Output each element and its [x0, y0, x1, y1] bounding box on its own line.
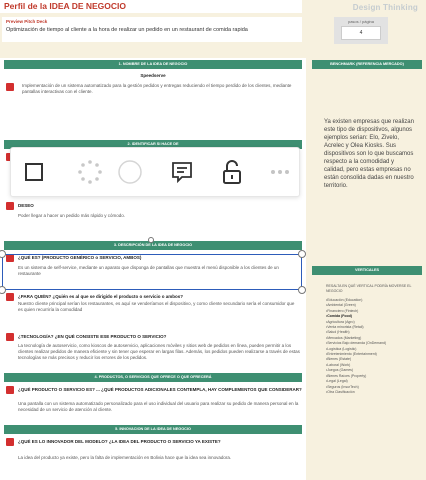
vertical-item: •Bienes Raíces (Property) — [326, 373, 367, 378]
counter-box — [334, 17, 388, 44]
desire-text: Poder llegar a hacer un pedido más rápido y cómodo. — [18, 213, 126, 218]
vertical-item: •Logística (Logistic) — [326, 346, 357, 351]
vertical-item: •Otra Clasificación — [326, 389, 355, 394]
marker-icon — [6, 83, 14, 91]
vertical-item: •Juegos (Games) — [326, 368, 354, 373]
question-technology: ¿TECNOLOGÍA? ¿EN QUÉ CONSISTE ESE PRODUCTO O SERVICIO? — [18, 334, 167, 339]
section-3-header: 3. DESCRIPCIÓN DE LA IDEA DE NEGOCIO — [4, 241, 302, 250]
verticals-header: VERTICALES — [312, 266, 422, 275]
answer-what: Es un sistema de self-service, mediante un aparato que disponga de pantallas que muestra el menú disponible a los clientes de un restaurante — [18, 265, 279, 276]
vertical-item: •Laboral (Work) — [326, 362, 351, 367]
section-1-header: 1. NOMBRE DE LA IDEA DE NEGOCIO — [4, 60, 302, 69]
vertical-item: •Comida (Food) — [326, 314, 352, 319]
pitch-text: Optimización de tiempo al cliente a la hora de realizar un pedido en un restaurant de comida rapida — [6, 27, 248, 33]
question-product: ¿QUÉ PRODUCTO O SERVICIO ES? ... ¿QUÉ PRODUCTOS ADICIONALES CONTEMPLA, HAY COMPLEMENTOS QUE CONSIDERAR? — [18, 387, 302, 392]
verticals-list — [326, 298, 418, 395]
rotate-handle[interactable] — [148, 237, 154, 243]
brand-label: Design Thinking — [352, 3, 418, 12]
resize-handle-bottom-right[interactable] — [298, 286, 306, 294]
counter-label: pasos / página — [347, 19, 375, 24]
comment-icon[interactable] — [169, 159, 195, 185]
question-who: ¿PARA QUIÉN? ¿Quién es al que se dirigido el producto o servicio o ambos? — [18, 294, 184, 299]
section-2-header: 2. IDENTIFICAR SI HACE DE — [4, 140, 302, 149]
benchmark-header: BENCHMARK (REFERENCIA MERCADO) — [312, 60, 422, 69]
pitch-deck-preview[interactable] — [2, 17, 302, 42]
side-column — [312, 58, 426, 480]
idea-name: Speedserve — [140, 73, 166, 78]
vertical-item: •Bienes (Estate) — [326, 357, 352, 362]
answer-innovation: La idea del producto ya existe, pero la falta de implementación en Bolivia hace que la idea sea innovadora. — [18, 455, 232, 460]
section-5-header: 5. INNOVACION DE LA IDEA DE NEGOCIO — [4, 425, 302, 434]
vertical-item: •Educación (Education) — [326, 298, 363, 302]
idea-description: Implementación de un sistema automatizado para la gestión pedidos y entregas reduciendo el tiempo perdido de los clientes, mediante pantallas interactivas con el cliente. — [22, 83, 292, 94]
counter-input[interactable]: 4 — [341, 26, 381, 40]
selection-frame[interactable] — [2, 254, 302, 290]
unlock-icon[interactable] — [219, 159, 245, 185]
desire-label: DESEO — [18, 203, 34, 208]
marker-icon — [6, 293, 14, 301]
page-title: Perfil de la IDEA DE NEGOCIO — [4, 1, 127, 11]
pitch-label: Preview Pitch Deck — [6, 19, 48, 24]
marker-icon — [6, 386, 14, 394]
marker-icon — [6, 333, 14, 341]
title-bar — [0, 0, 302, 13]
answer-product: Una pantalla con un sistema automatizado personalizado para el uso individual del usuario para realizar su pedido de manera personal en la necesidad de un servicio de atención al cliente. — [18, 401, 299, 412]
marker-icon — [6, 438, 14, 446]
header — [0, 0, 426, 46]
vertical-item: •Mercados (Marketing) — [326, 335, 362, 340]
loading-dots-icon[interactable] — [77, 159, 103, 185]
vertical-item: •Legal (Legal) — [326, 379, 348, 384]
question-innovation: ¿QUÉ ES LO INNOVADOR DEL MODELO? ¿LA IDEA DEL PRODUCTO O SERVICIO YA EXISTE? — [18, 439, 221, 444]
answer-technology: La tecnología de autoservicio, como kioscos de autoservicio, aplicaciones móviles y sitios web de pedidos en línea, pueden permitir a los clientes realizar pedidos de manera eficiente y sin tener que esperar en largas filas. Además, los pedidos pueden realizarse a través de estas tecnologías se más precisos y reducir los errores de los pedidos. — [18, 343, 300, 360]
resize-handle-top-right[interactable] — [298, 250, 306, 258]
vertical-item: •Servicios Bajo demanda (OnDemand) — [326, 341, 387, 346]
vertical-item: •Venta minorista (Retail) — [326, 325, 364, 330]
section-4-header: 4. PRODUCTOS, O SERVICIOS QUE OFRECE O QUE OFRECERÁ — [4, 373, 302, 382]
answer-who: Nuestro cliente principal serían los restaurantes, es aquí se venderíamos el dispositivo, y como cliente secundario sería el consumidor que es quien recurriría la comodidad — [18, 301, 295, 312]
vertical-item: •Salud (Health) — [326, 330, 350, 335]
more-icon[interactable] — [267, 159, 293, 185]
question-what: ¿QUÉ ES? (PRODUCTO GENÉRICO o SERVICIO, AMBOS) — [18, 255, 142, 260]
vertical-item: •Seguros (InsurTech) — [326, 384, 359, 389]
vertical-item: •Financiero (Fintech) — [326, 308, 359, 313]
circle-icon[interactable] — [117, 159, 143, 185]
square-icon[interactable] — [21, 159, 47, 185]
vertical-item: •Ambiental (Green) — [326, 303, 356, 308]
marker-icon — [6, 202, 14, 210]
floating-toolbar — [10, 147, 300, 197]
benchmark-text: Ya existen empresas que realizan este tipo de dispositivos, algunos ejemplos serian: Elo, Zivelo, Acrelec y Olea Kiosks. Sus dispositivos son lo que buscamos respecto a la comodidad y calidad, pero estas empresas no están consolida dadas en nuestro territorio. — [324, 119, 414, 189]
vertical-item: •Entretenimiento (Entertainment) — [326, 352, 377, 357]
vertical-item: •Agricultura (Agro) — [326, 319, 355, 324]
verticals-intro: RESALTA EN QUÉ VERTICAL PODRÍA MOVERSE EL NEGOCIO — [326, 284, 412, 294]
